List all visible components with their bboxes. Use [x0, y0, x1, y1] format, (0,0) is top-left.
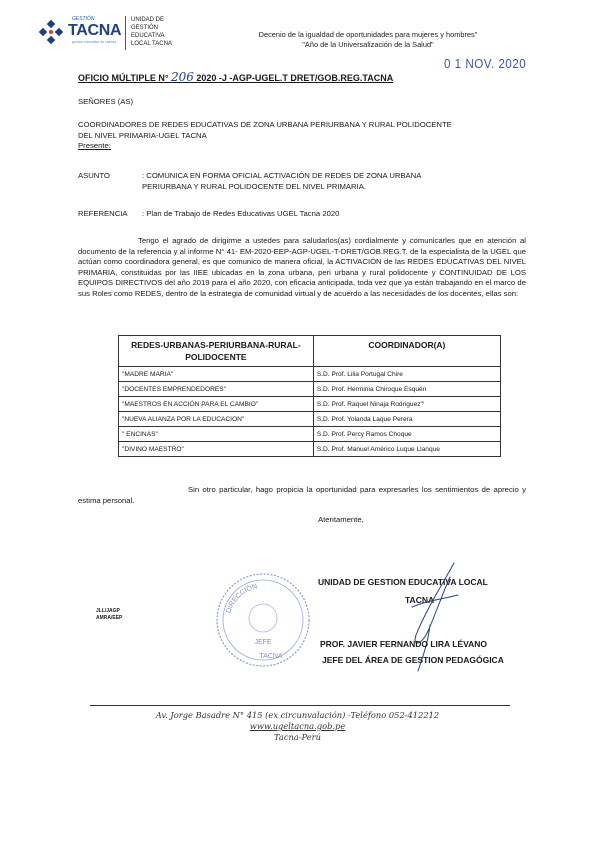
red-name-cell: "NUEVA ALIANZA POR LA EDUCACION": [119, 412, 314, 427]
signature-unit-line-2: TACNA: [405, 595, 435, 605]
column-header-coordinador: COORDINADOR(A): [313, 336, 500, 367]
table-row: [119, 382, 501, 397]
ugel-line: GESTIÓN: [131, 25, 159, 31]
ugel-name-block: [131, 16, 172, 48]
signatory-title: JEFE DEL ÁREA DE GESTION PEDAGÓGICA: [322, 655, 504, 665]
coordinator-cell: S.D. Prof. Herminia Chiroque Esquén: [313, 382, 500, 397]
motto: [228, 30, 508, 50]
addressee-line-1: COORDINADORES DE REDES EDUCATIVAS DE ZONA URBANA PERIURBANA Y RURAL POLIDOCENTE: [78, 120, 452, 129]
asunto-label: ASUNTO: [78, 171, 110, 180]
logo-name: TACNA: [68, 22, 122, 39]
table-header-row: [119, 336, 501, 367]
red-name-cell: "DOCENTES EMPRENDEDORES": [119, 382, 314, 397]
seal-bottom-text: TACNA: [259, 653, 283, 660]
footer-city: Tacna-Perú: [273, 732, 321, 742]
closing-paragraph: [78, 485, 526, 506]
reference-initials: [96, 608, 122, 622]
atentamente: Atentamente,: [318, 515, 364, 524]
red-name-cell: " ENCINAS": [119, 427, 314, 442]
asunto-text: : COMUNICA EN FORMA OFICIAL ACTIVACIÓN DE REDES DE ZONA URBANA PERIURBANA Y RURAL POLIDOCENTE DEL NIVEL PRIMARIA.: [142, 171, 421, 191]
seal-jefe-text: JEFE: [254, 639, 272, 646]
initials-line: AMRA/EEP: [96, 615, 123, 621]
footer-address: Av. Jorge Basadre N° 415 (ex circunvalación) -Teléfono 052-412212: [155, 710, 440, 720]
table-row: [119, 427, 501, 442]
footer-divider: [90, 705, 510, 706]
ugel-line: EDUCATIVA: [131, 33, 165, 39]
oficio-suffix: 2020 -J -AGP-UGEL.T DRET/GOB.REG.TACNA: [196, 73, 394, 83]
coordinator-cell: S.D. Prof. Yolanda Laque Perera: [313, 412, 500, 427]
oficio-number: 206: [170, 70, 194, 84]
motto-line-2: "Año de la Universalización de la Salud": [302, 40, 434, 49]
logo-divider: [125, 16, 126, 50]
body-paragraph-text: Tengo el agrado de dirigirme a ustedes para saludarlos(as) cordialmente y comunicarles que en atención al documento de la referencia y al informe N° 41- EM-2020-EEP-AGP-UGEL-T-DRET/GOB.REG.T. de la especialista de la UGEL que actúan como coordinadora general, es que comunico de manera oficial, la ACTIVACIÓN de las REDES EDUCATIVAS DEL NIVEL PRIMARIA, constituidas por las IIEE ubicadas en la zona urbana, peri urbana y rural polidocente y CONTINUIDAD DE LOS EQUIPOS DIRECTIVOS del año 2019 para el año 2020, con eficacia anticipada, toda vez que ya están trabajando en el marco de sus Roles como REDES, dentro de la estrategia de comunidad virtual y de acuerdo a las necesidades de los docentes, ellas son:: [78, 236, 526, 298]
column-header-redes: REDES-URBANAS-PERIURBANA-RURAL-POLIDOCENTE: [119, 336, 314, 367]
table-row: [119, 367, 501, 382]
table-row: [119, 412, 501, 427]
red-name-cell: "DIVINO MAESTRO": [119, 442, 314, 457]
motto-line-1: Decenio de la igualdad de oportunidades para mujeres y hombres": [258, 30, 478, 39]
addressee-block: [78, 120, 518, 152]
coordinator-cell: S.D. Prof. Percy Ramos Choque: [313, 427, 500, 442]
addressee-line-2: DEL NIVEL PRIMARIA-UGEL TACNA: [78, 130, 207, 140]
closing-text: Sin otro particular, hago propicia la oportunidad para expresarles los sentimientos de aprecio y estima personal.: [78, 485, 526, 505]
table-row: [119, 442, 501, 457]
oficio-heading: [78, 70, 393, 84]
signature-unit-line-1: UNIDAD DE GESTION EDUCATIVA LOCAL: [318, 577, 488, 587]
initials-line: JLL/JAGP: [96, 608, 120, 614]
ugel-logo-icon: [38, 20, 64, 46]
presente: Presente:: [78, 141, 111, 151]
footer: [0, 710, 595, 743]
ugel-line: UNIDAD DE: [131, 17, 165, 23]
red-name-cell: "MADRE MARIA": [119, 367, 314, 382]
coordinator-cell: S.D. Prof. Raquel Ninaja Rodriguez"': [313, 397, 500, 412]
signatory: [320, 636, 504, 668]
salutation: SEÑORES (AS): [78, 97, 134, 106]
official-seal-icon: [213, 570, 313, 670]
redes-table: [118, 335, 501, 457]
body-paragraph: [78, 236, 526, 300]
logo-small-text: GESTIÓN: [72, 16, 95, 22]
table-row: [119, 397, 501, 412]
red-name-cell: "MAESTROS EN ACCIÓN PARA EL CAMBIO": [119, 397, 314, 412]
referencia-label: REFERENCIA: [78, 209, 128, 218]
logo-tagline: gestión educativa de calidad: [72, 40, 117, 44]
ugel-line: LOCAL TACNA: [131, 41, 172, 47]
signatory-name: PROF. JAVIER FERNANDO LIRA LÉVANO: [320, 639, 488, 649]
oficio-prefix: OFICIO MÚLTIPLE N°: [78, 73, 169, 83]
coordinator-cell: S.D. Prof. Lilia Portugal Chire: [313, 367, 500, 382]
footer-url[interactable]: www.ugeltacna.gob.pe: [249, 721, 346, 731]
seal-top-text: DIRECCIÓN: [225, 583, 259, 615]
referencia-text: : Plan de Trabajo de Redes Educativas UGEL Tacna 2020: [142, 209, 340, 218]
received-date-stamp: 0 1 NOV. 2020: [444, 56, 527, 71]
coordinator-cell: S.D. Prof. Manuel Américo Luque Llanque: [313, 442, 500, 457]
